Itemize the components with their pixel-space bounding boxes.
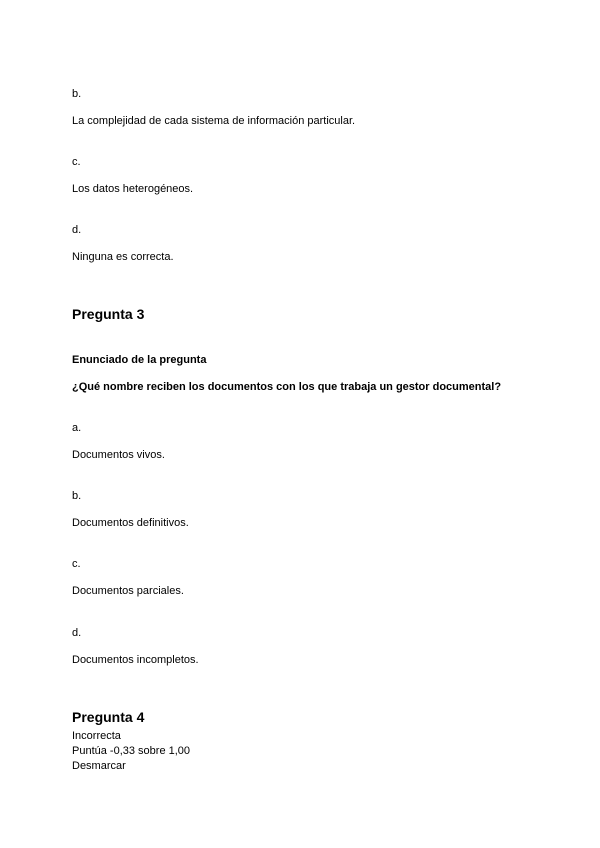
q2-option-c-text: Los datos heterogéneos. <box>72 183 194 195</box>
q2-option-d-text: Ninguna es correcta. <box>72 251 174 263</box>
q3-statement-label: Enunciado de la pregunta <box>72 354 207 366</box>
q3-option-c-text: Documentos parciales. <box>72 585 184 597</box>
q2-option-b-text: La complejidad de cada sistema de información particular. <box>72 115 356 127</box>
q3-title: Pregunta 3 <box>72 306 145 322</box>
q4-status: Incorrecta <box>72 730 121 742</box>
q2-option-d-letter: d. <box>72 224 82 236</box>
q3-option-d-text: Documentos incompletos. <box>72 654 199 666</box>
q2-option-b-letter: b. <box>72 88 82 100</box>
q4-title: Pregunta 4 <box>72 709 145 725</box>
q4-score: Puntúa -0,33 sobre 1,00 <box>72 745 191 757</box>
q3-option-a-letter: a. <box>72 422 82 434</box>
q4-unmark-link[interactable]: Desmarcar <box>72 760 126 772</box>
q3-option-b-letter: b. <box>72 490 82 502</box>
q3-option-c-letter: c. <box>72 558 81 570</box>
q2-option-c-letter: c. <box>72 156 81 168</box>
q3-statement: ¿Qué nombre reciben los documentos con los que trabaja un gestor documental? <box>72 381 502 393</box>
q3-option-d-letter: d. <box>72 627 82 639</box>
q3-option-b-text: Documentos definitivos. <box>72 517 189 529</box>
q3-option-a-text: Documentos vivos. <box>72 449 165 461</box>
